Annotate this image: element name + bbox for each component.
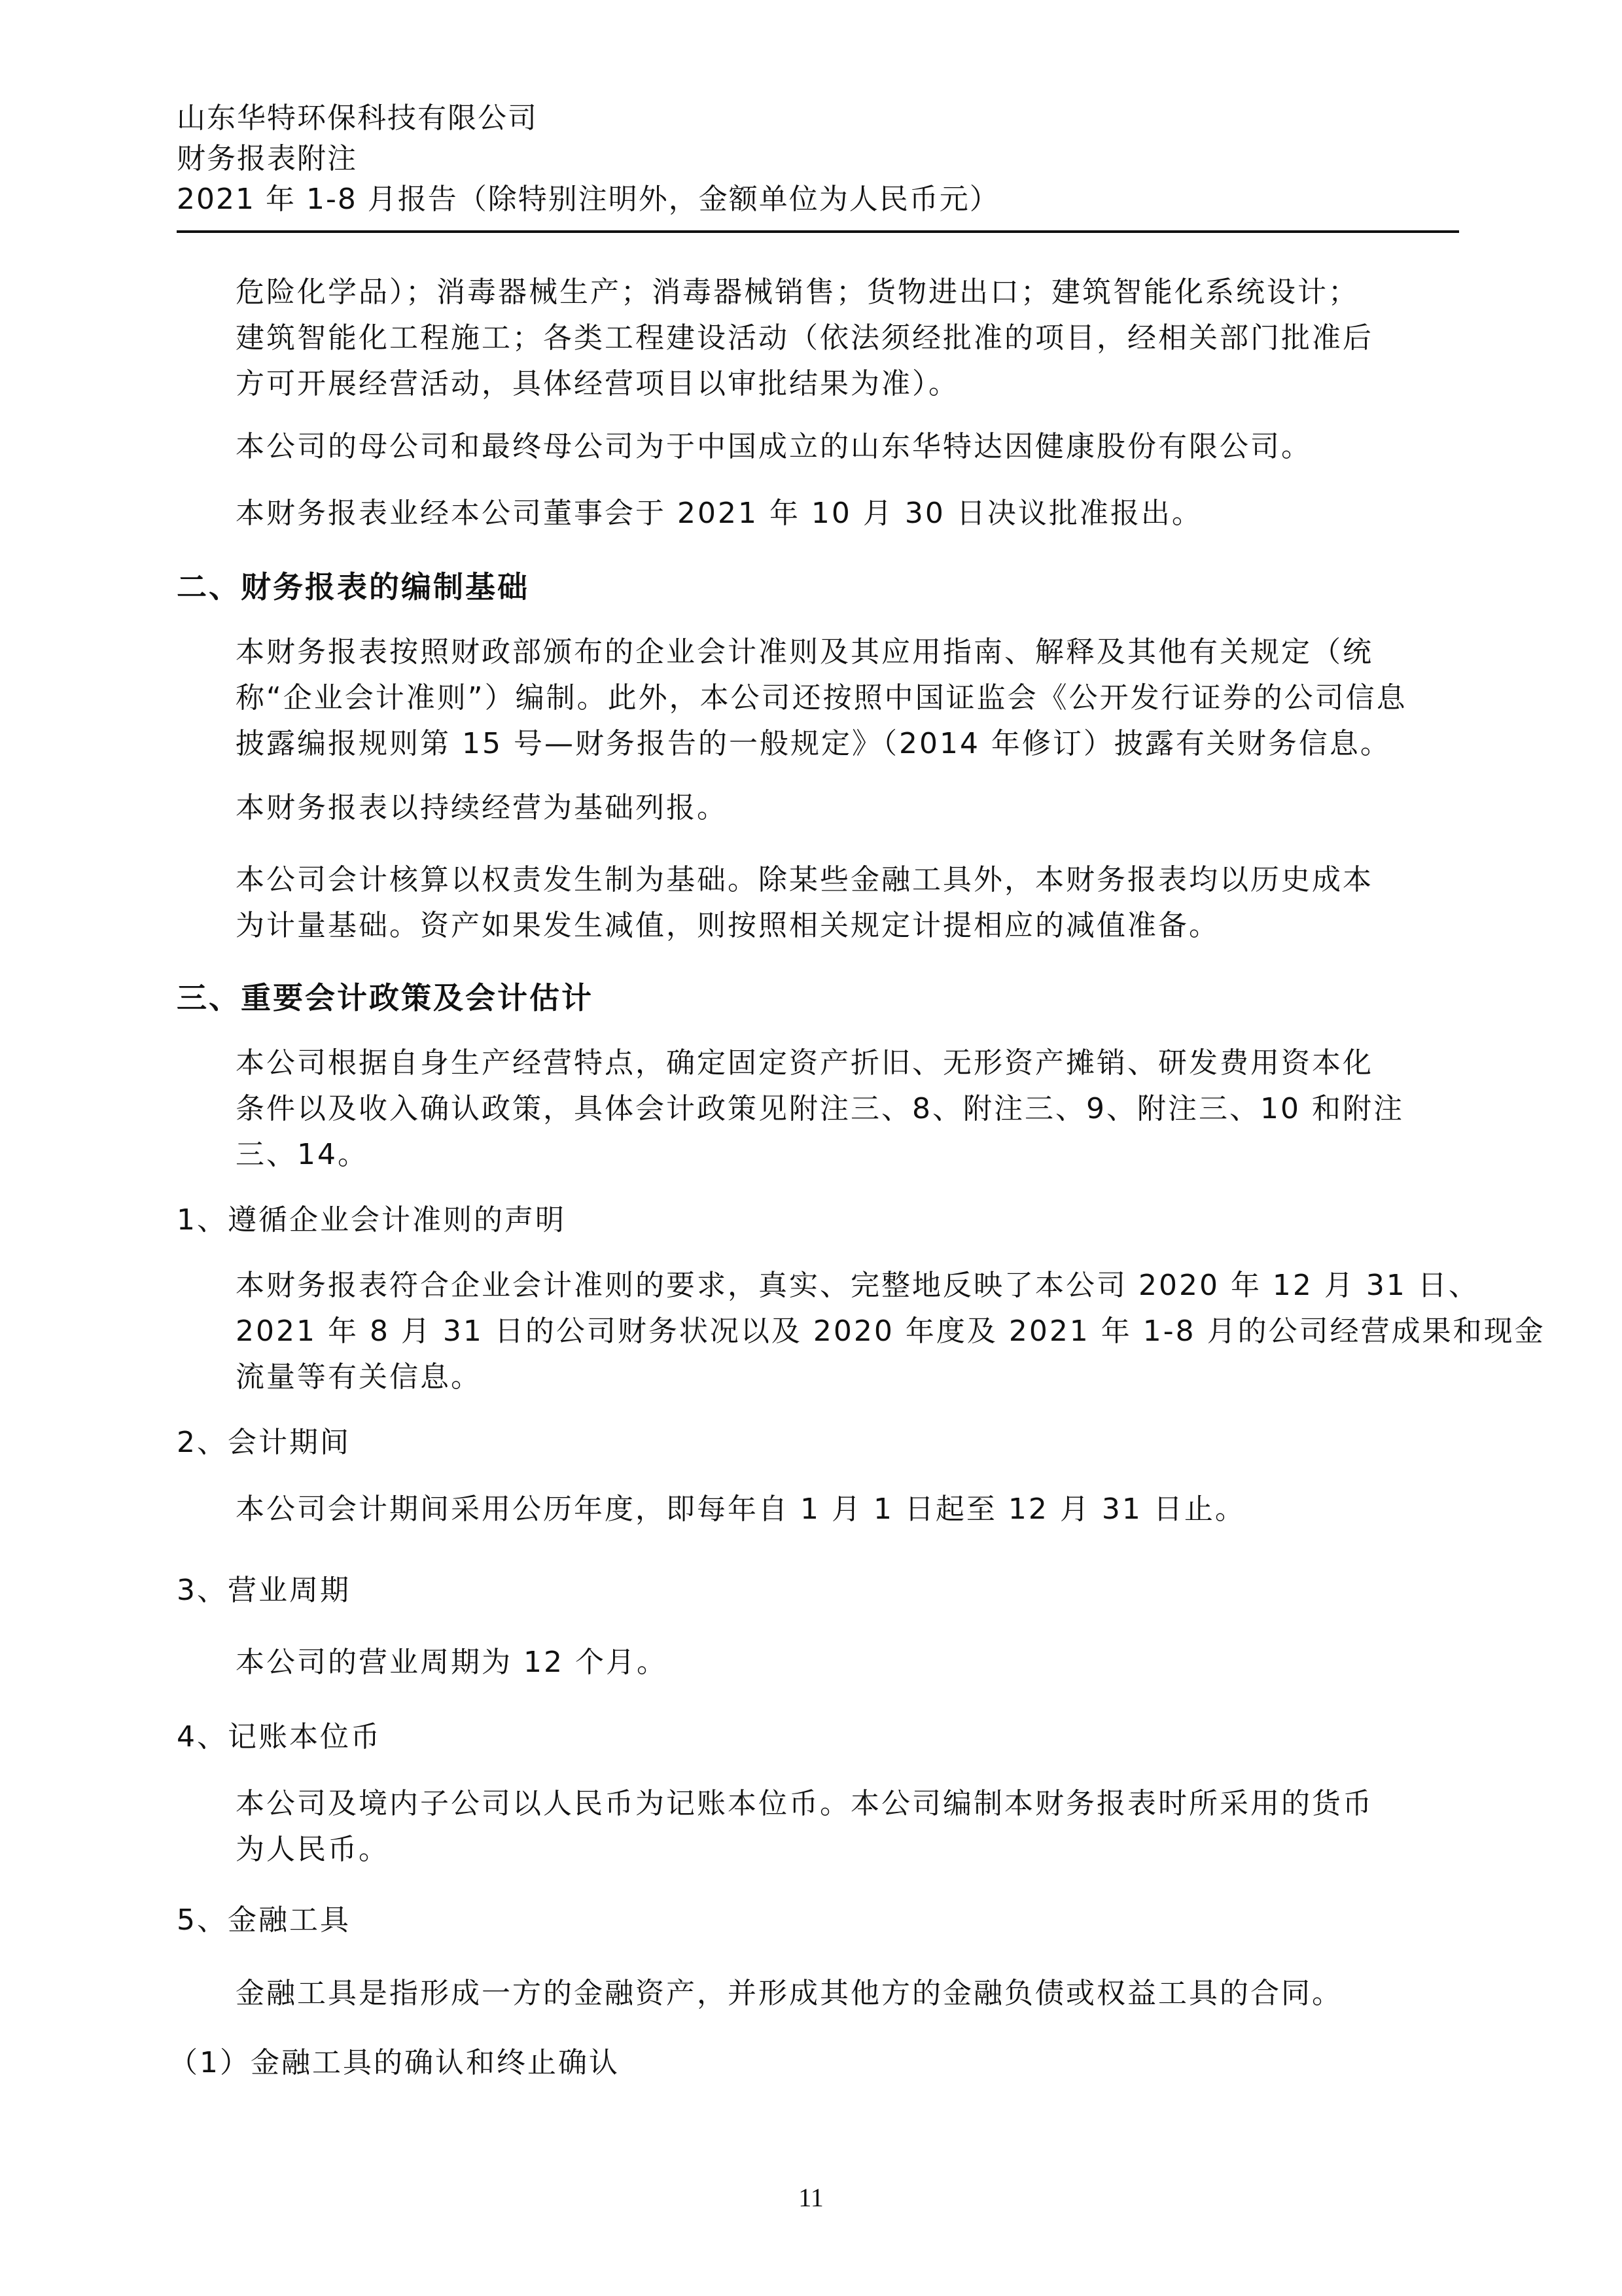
operating-cycle-paragraph [236,1640,1466,1686]
text-line: 本公司的营业周期为 12 个月。 [236,1646,667,1679]
text-line: 危险化学品）；消毒器械生产；消毒器械销售；货物进出口；建筑智能化系统设计； [236,275,1359,309]
accounting-period-paragraph [236,1487,1466,1532]
item-heading-compliance: 1、遵循企业会计准则的声明 [177,1203,566,1237]
text-line: 本财务报表符合企业会计准则的要求，真实、完整地反映了本公司 2020 年 12 月 31 日、 [236,1269,1479,1302]
basis-paragraph [236,629,1466,767]
text-line: 为计量基础。资产如果发生减值，则按照相关规定计提相应的减值准备。 [236,909,1220,942]
document-title: 财务报表附注 [177,142,357,175]
text-line: 本公司及境内子公司以人民币为记账本位币。本公司编制本财务报表时所采用的货币 [236,1787,1373,1820]
text-line: 建筑智能化工程施工；各类工程建设活动（依法须经批准的项目，经相关部门批准后 [236,321,1373,355]
policies-intro-paragraph [236,1040,1466,1178]
text-line: 本公司会计核算以权责发生制为基础。除某些金融工具外，本财务报表均以历史成本 [236,863,1373,896]
compliance-paragraph [236,1263,1545,1400]
item-heading-operating-cycle: 3、营业周期 [177,1574,351,1607]
text-line: 三、14。 [236,1138,368,1171]
text-line: 披露编报规则第 15 号—财务报告的一般规定》（2014 年修订）披露有关财务信息。 [236,727,1391,760]
text-line: 本财务报表以持续经营为基础列报。 [236,791,728,824]
text-line: 本公司会计期间采用公历年度，即每年自 1 月 1 日起至 12 月 31 日止。 [236,1492,1246,1526]
section-heading-basis: 二、财务报表的编制基础 [177,569,529,605]
text-line: 金融工具是指形成一方的金融资产，并形成其他方的金融负债或权益工具的合同。 [236,1977,1343,2010]
subitem-heading-recognition: （1）金融工具的确认和终止确认 [169,2046,620,2079]
text-line: 本财务报表业经本公司董事会于 2021 年 10 月 30 日决议批准报出。 [236,497,1203,530]
page-header [177,98,1459,220]
financial-instruments-paragraph [236,1971,1466,2017]
text-line: 本公司根据自身生产经营特点，确定固定资产折旧、无形资产摊销、研发费用资本化 [236,1046,1373,1080]
item-heading-financial-instruments: 5、金融工具 [177,1903,351,1937]
text-line: 本公司的母公司和最终母公司为于中国成立的山东华特达因健康股份有限公司。 [236,430,1312,463]
accrual-basis-paragraph [236,857,1466,949]
going-concern-paragraph [236,785,1466,831]
company-name: 山东华特环保科技有限公司 [177,101,538,135]
report-period-note: 2021 年 1-8 月报告（除特别注明外，金额单位为人民币元） [177,183,1000,216]
item-heading-accounting-period: 2、会计期间 [177,1426,351,1459]
text-line: 条件以及收入确认政策，具体会计政策见附注三、8、附注三、9、附注三、10 和附注 [236,1092,1404,1125]
text-line: 2021 年 8 月 31 日的公司财务状况以及 2020 年度及 2021 年 1-8 月的公司经营成果和现金 [236,1315,1545,1348]
header-divider [177,230,1459,233]
item-heading-functional-currency: 4、记账本位币 [177,1720,381,1754]
text-line: 为人民币。 [236,1833,389,1866]
text-line: 流量等有关信息。 [236,1360,482,1394]
page-number: 11 [798,2183,824,2212]
text-line: 方可开展经营活动，具体经营项目以审批结果为准）。 [236,367,959,400]
functional-currency-paragraph [236,1781,1466,1873]
section-heading-policies: 三、重要会计政策及会计估计 [177,980,593,1016]
business-scope-paragraph [236,270,1466,407]
parent-company-paragraph [236,424,1466,470]
approval-paragraph [236,491,1466,537]
text-line: 称“企业会计准则”）编制。此外，本公司还按照中国证监会《公开发行证券的公司信息 [236,681,1407,715]
text-line: 本财务报表按照财政部颁布的企业会计准则及其应用指南、解释及其他有关规定（统 [236,635,1373,669]
